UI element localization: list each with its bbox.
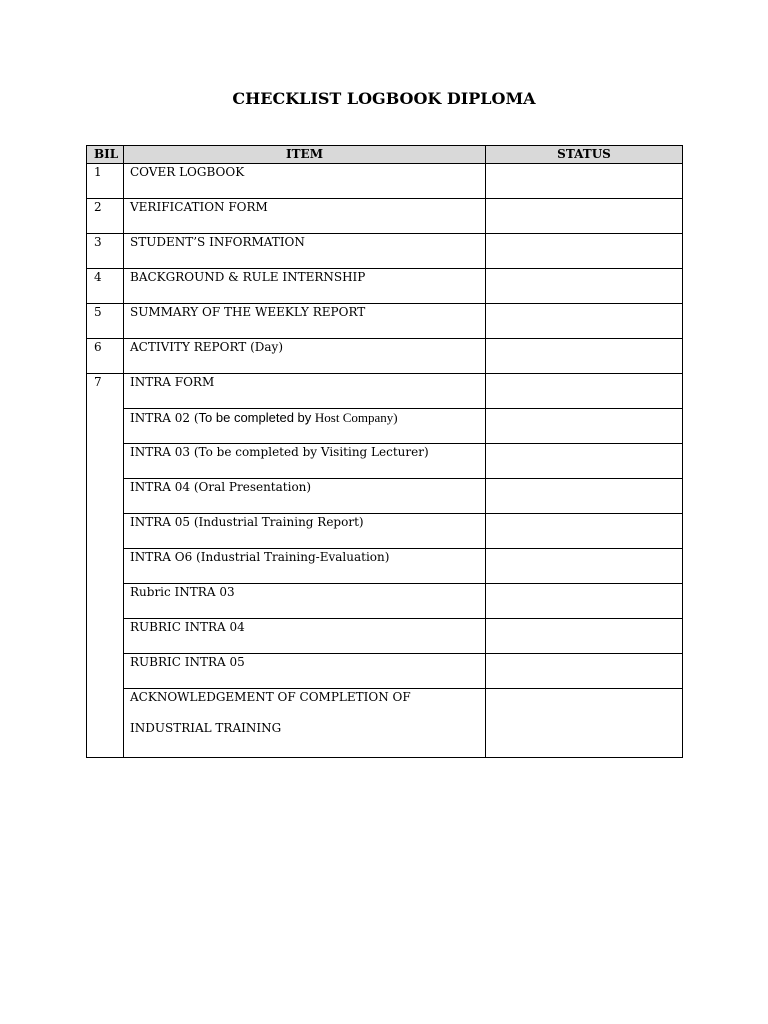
row-status[interactable] [486, 584, 683, 619]
row-status[interactable] [486, 514, 683, 549]
table-row [87, 164, 683, 199]
table-row [87, 199, 683, 234]
header-bil: BIL [87, 146, 124, 164]
table-row [87, 479, 683, 514]
row-status[interactable] [486, 409, 683, 444]
row-item: INTRA FORM [124, 374, 486, 409]
row-bil: 1 [87, 164, 124, 199]
row-item-intra03: INTRA 03 (To be completed by Visiting Lecturer) [124, 444, 486, 479]
intra02-suffix: Host Company) [314, 410, 398, 425]
row-item: COVER LOGBOOK [124, 164, 486, 199]
table-row [87, 409, 683, 444]
row-item-acknowledgement [124, 689, 486, 758]
row-status[interactable] [486, 619, 683, 654]
header-status: STATUS [486, 146, 683, 164]
row-status[interactable] [486, 234, 683, 269]
header-row [87, 146, 683, 164]
row-status[interactable] [486, 339, 683, 374]
row-bil: 2 [87, 199, 124, 234]
table-row [87, 234, 683, 269]
table-row [87, 304, 683, 339]
intra02-mid: To be completed by [198, 410, 315, 425]
row-item: BACKGROUND & RULE INTERNSHIP [124, 269, 486, 304]
intra02-prefix: INTRA 02 ( [130, 411, 199, 425]
row-item-intra04: INTRA 04 (Oral Presentation) [124, 479, 486, 514]
row-item-intra02 [124, 409, 486, 444]
table-row [87, 619, 683, 654]
table-row [87, 374, 683, 409]
row-status[interactable] [486, 269, 683, 304]
row-item-rubric04: RUBRIC INTRA 04 [124, 619, 486, 654]
checklist-table [86, 145, 683, 758]
row-status[interactable] [486, 689, 683, 758]
row-bil: 4 [87, 269, 124, 304]
table-row [87, 444, 683, 479]
row-bil: 7 [87, 374, 124, 758]
header-item: ITEM [124, 146, 486, 164]
row-item-rubric03: Rubric INTRA 03 [124, 584, 486, 619]
row-item-intra06: INTRA O6 (Industrial Training-Evaluation) [124, 549, 486, 584]
row-status[interactable] [486, 654, 683, 689]
row-status[interactable] [486, 199, 683, 234]
row-status[interactable] [486, 549, 683, 584]
table-row [87, 339, 683, 374]
table-row [87, 584, 683, 619]
row-status[interactable] [486, 479, 683, 514]
table-row [87, 654, 683, 689]
page-title: CHECKLIST LOGBOOK DIPLOMA [232, 89, 536, 108]
row-item: SUMMARY OF THE WEEKLY REPORT [124, 304, 486, 339]
row-bil: 5 [87, 304, 124, 339]
table-body [87, 164, 683, 758]
row-status[interactable] [486, 164, 683, 199]
row-item: ACTIVITY REPORT (Day) [124, 339, 486, 374]
ack-line1: ACKNOWLEDGEMENT OF COMPLETION OF [130, 690, 411, 704]
row-bil: 3 [87, 234, 124, 269]
table-header [87, 146, 683, 164]
row-status[interactable] [486, 374, 683, 409]
table-row [87, 549, 683, 584]
row-item: VERIFICATION FORM [124, 199, 486, 234]
row-item-intra05: INTRA 05 (Industrial Training Report) [124, 514, 486, 549]
table-row [87, 514, 683, 549]
ack-line2: INDUSTRIAL TRAINING [130, 721, 282, 735]
table-row [87, 269, 683, 304]
table-row [87, 689, 683, 758]
row-status[interactable] [486, 444, 683, 479]
row-bil: 6 [87, 339, 124, 374]
row-item: STUDENT’S INFORMATION [124, 234, 486, 269]
row-item-rubric05: RUBRIC INTRA 05 [124, 654, 486, 689]
row-status[interactable] [486, 304, 683, 339]
